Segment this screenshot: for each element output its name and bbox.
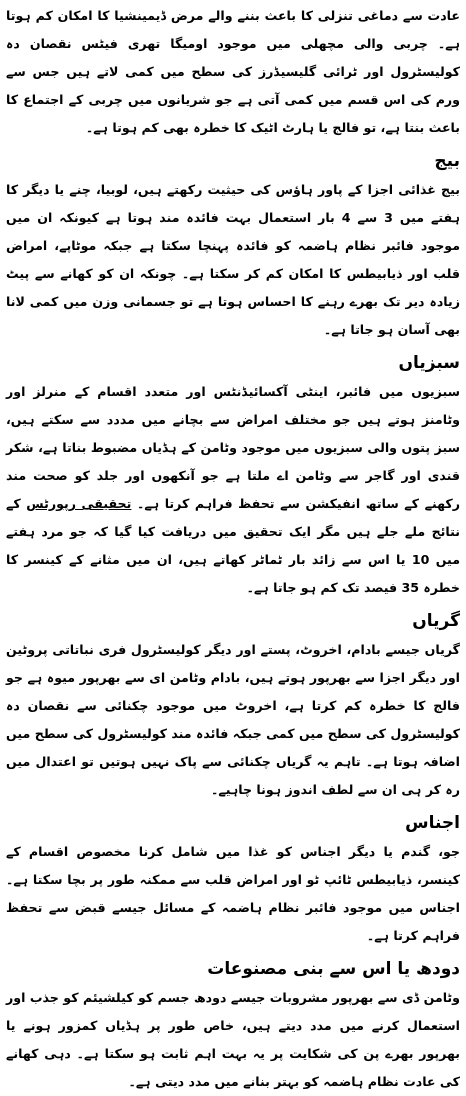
section-paragraph-vegetables xyxy=(6,378,460,602)
intro-paragraph: عادت سے دماغی تنزلی کا باعث بننے والے مرض ڈیمینشیا کا امکان کم ہوتا ہے۔ چربی والی مچھلی میں موجود اومیگا تھری فیٹس نقصان دہ کولیسٹرول اور ٹرائی گلیسیڈرز کی سطح میں کمی لاتے ہیں جس سے ورم کی اس قسم میں کمی آتی ہے جو شریانوں میں چربی کے اجتماع کا باعث بنتا ہے، تو فالج یا ہارٹ اٹیک کا خطرہ بھی کم ہوتا ہے۔ xyxy=(6,8,460,135)
section-heading-dairy: دودھ یا اس سے بنی مصنوعات xyxy=(207,959,460,979)
section-paragraph-nuts: گریاں جیسے بادام، اخروٹ، پستے اور دیگر کولیسٹرول فری نباتاتی پروٹین اور دیگر اجزا سے بھرپور ہوتے ہیں، بادام وٹامن ای سے بھرپور میوہ ہے جو فالج کا خطرہ کم کرتا ہے، اخروٹ میں موجود چکنائی سے نقصان دہ کولیسٹرول کی سطح میں کمی جبکہ فائدہ مند کولیسٹرول کی سطح میں اضافہ ہوتا ہے۔ تاہم یہ گریاں چکنائی سے پاک نہیں ہوتیں تو اعتدال میں رہ کر ہی ان سے لطف اندوز ہونا چاہیے۔ xyxy=(6,642,460,797)
section-paragraph-seeds: بیج غذائی اجزا کے پاور ہاؤس کی حیثیت رکھتے ہیں، لوبیا، چنے یا دیگر کا ہفتے میں 3 سے 4 بار استعمال بہت فائدہ مند ہوتا ہے کیونکہ ان میں موجود فائبر نظام ہاضمہ کو فائدہ پہنچا سکتا ہے جبکہ موٹاپے، امراض قلب اور ذیابیطس کا امکان کم کر سکتا ہے۔ چونکہ ان کو کھانے سے پیٹ زیادہ دیر تک بھرے رہنے کا احساس ہوتا ہے تو جسمانی وزن میں کمی لانا بھی آسان ہو جاتا ہے۔ xyxy=(6,182,460,337)
vegetables-text-before: سبزیوں میں فائبر، اینٹی آکسائیڈنٹس اور متعدد اقسام کے منرلز اور وٹامنز ہوتے ہیں جو مختلف امراض سے بچانے میں مددد سے سکتے ہیں، سبز پتوں والی سبزیوں میں موجود وٹامن کے ہڈیاں مضبوط بناتا ہے، شکر قندی اور گاجر سے وٹامن اے ملتا ہے جو آنکھوں اور جلد کو صحت مند رکھنے کے ساتھ انفیکشن سے تحفظ فراہم کرتا ہے۔ xyxy=(6,384,460,511)
underlined-research-reports: تحقیقی رپورٹس xyxy=(26,496,132,511)
section-heading-nuts: گریاں xyxy=(412,611,460,631)
section-heading-vegetables: سبزیاں xyxy=(398,353,460,373)
section-heading-seeds: بیج xyxy=(434,151,460,171)
section-paragraph-grains: جو، گندم یا دیگر اجناس کو غذا میں شامل کرنا مخصوص اقسام کے کینسر، ذیابیطس ٹائپ ٹو اور امراض قلب سے ممکنہ طور پر بچا سکتا ہے۔ اجناس میں موجود فائبر نظام ہاضمہ کے مسائل جیسے قبض سے تحفظ فراہم کرتا ہے۔ xyxy=(6,844,460,943)
vegetables-text-after: کے نتائج ملے جلے ہیں مگر ایک تحقیق میں دریافت کیا گیا کہ جو مرد ہفتے میں 10 یا اس سے زائد بار ٹماٹر کھاتے ہیں، ان میں مثانے کے کینسر کا خطرہ 35 فیصد تک کم ہو جاتا ہے۔ xyxy=(6,496,460,595)
section-heading-grains: اجناس xyxy=(405,813,460,833)
section-paragraph-dairy: وٹامن ڈی سے بھرپور مشروبات جیسے دودھ جسم کو کیلشیئم کو جذب اور استعمال کرنے میں مدد دیتے ہیں، خاص طور پر ہڈیاں کمزور ہونے یا بھرپور بھرے پن کی شکایت پر یہ بہت اہم ثابت ہو سکتا ہے۔ دہی کھانے کی عادت نظام ہاضمہ کو بہتر بنانے میں مدد دیتی ہے۔ xyxy=(6,990,460,1089)
